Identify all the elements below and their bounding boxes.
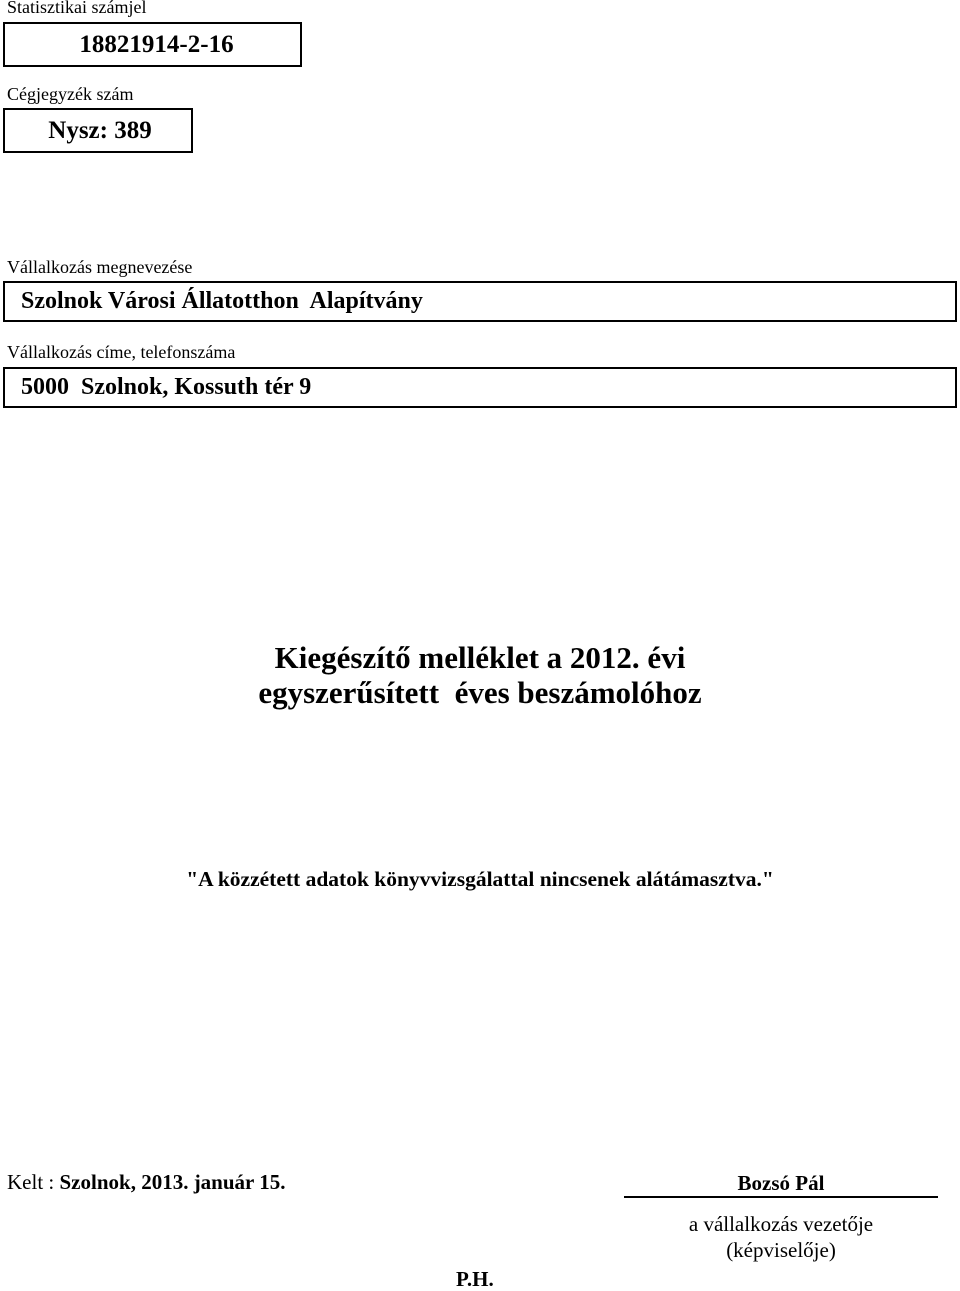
company-address-box [3,367,957,408]
company-address-label: Vállalkozás címe, telefonszáma [7,342,236,362]
company-name-value: Szolnok Városi Állatotthon Alapítvány [21,288,423,314]
stat-number-box [3,22,302,67]
signatory-name: Bozsó Pál [737,1171,825,1195]
registry-value: Nysz: 389 [48,116,152,144]
stat-number-value: 18821914-2-16 [79,30,234,58]
signatory-role-line2: (képviselője) [726,1238,836,1262]
registry-label: Cégjegyzék szám [7,84,134,104]
stat-number-label: Statisztikai számjel [7,0,147,17]
document-title-line1: Kiegészítő melléklet a 2012. évi [274,640,686,675]
signature-line [624,1196,938,1198]
signatory-role-line1: a vállalkozás vezetője [688,1212,874,1236]
company-address-value: 5000 Szolnok, Kossuth tér 9 [21,374,312,400]
place-date-label: Kelt : [7,1170,55,1194]
document-title-line2: egyszerűsített éves beszámolóhoz [258,675,702,710]
company-name-label: Vállalkozás megnevezése [7,257,193,277]
company-name-box [3,281,957,322]
place-date [7,1170,286,1194]
audit-disclaimer: "A közzétett adatok könyvvizsgálattal nincsenek alátámasztva." [186,867,774,891]
stamp-label: P.H. [456,1267,494,1291]
place-date-value: Szolnok, 2013. január 15. [59,1170,286,1194]
registry-box [3,108,193,153]
